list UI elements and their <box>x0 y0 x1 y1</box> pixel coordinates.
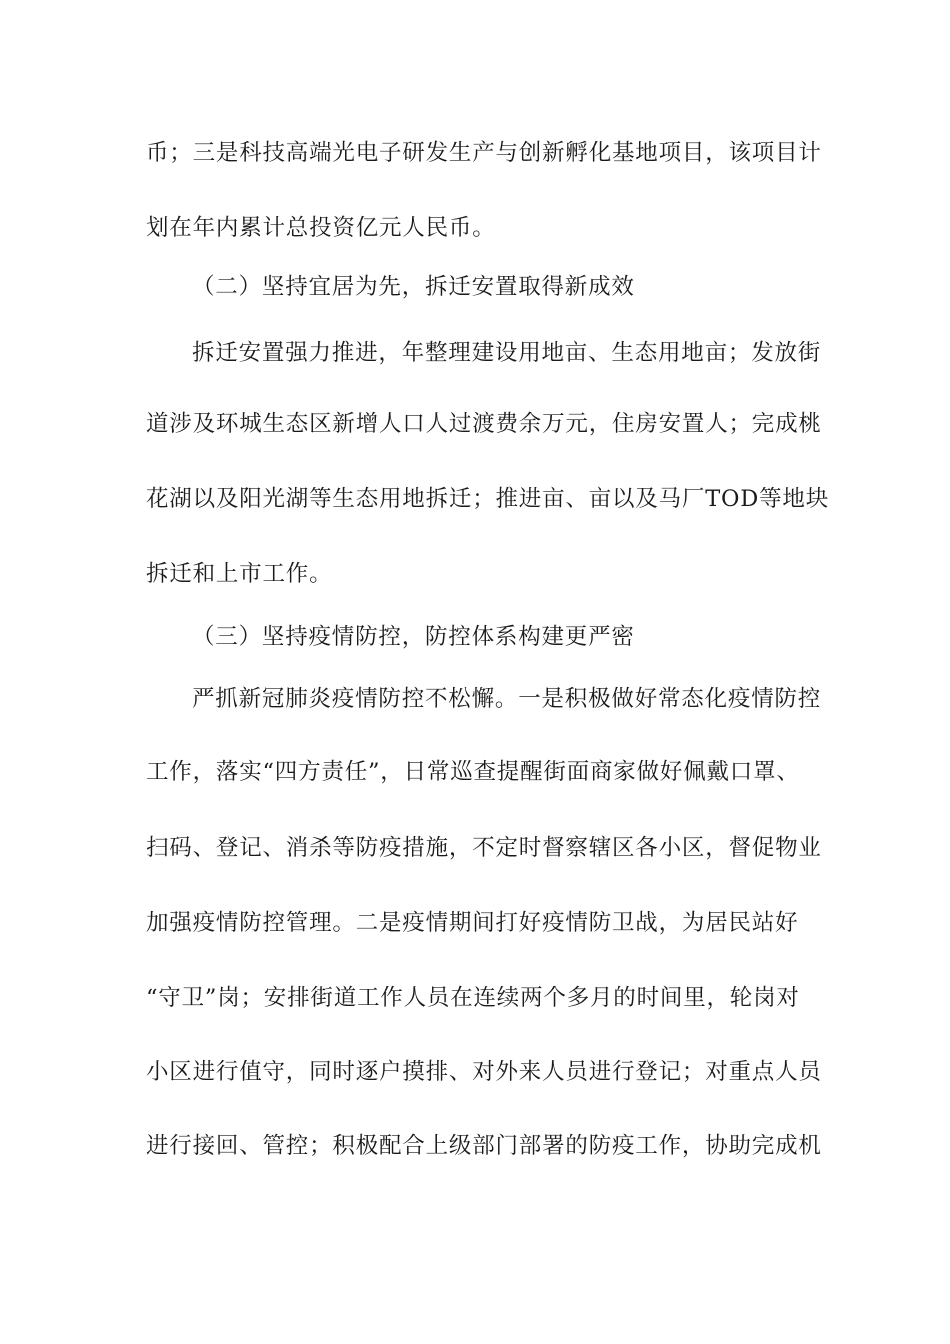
text-line-13: 进行接回、管控；积极配合上级部门部署的防疫工作，协助完成机 <box>146 1133 822 1159</box>
text-line-4: 道涉及环城生态区新增人口人过渡费余万元，住房安置人；完成桃 <box>146 411 822 437</box>
text-line-10: 加强疫情防控管理。二是疫情期间打好疫情防卫战，为居民站好 <box>146 910 799 936</box>
text-line-2: 划在年内累计总投资亿元人民币。 <box>146 215 496 241</box>
section-heading-3: （三）坚持疫情防控，防控体系构建更严密 <box>192 624 635 650</box>
text-line-6: 拆迁和上市工作。 <box>146 561 333 587</box>
text-line-8: 工作，落实“四方责任”，日常巡查提醒街面商家做好佩戴口罩、 <box>146 759 800 785</box>
text-line-7: 严抓新冠肺炎疫情防控不松懈。一是积极做好常态化疫情防控 <box>192 686 822 712</box>
text-line-12: 小区进行值守，同时逐户摸排、对外来人员进行登记；对重点人员 <box>146 1059 822 1085</box>
text-line-11: “守卫”岗；安排街道工作人员在连续两个多月的时间里，轮岗对 <box>146 985 800 1011</box>
text-line-1: 币；三是科技高端光电子研发生产与创新孵化基地项目，该项目计 <box>146 140 822 166</box>
section-heading-2: （二）坚持宜居为先，拆迁安置取得新成效 <box>192 274 635 300</box>
text-line-3: 拆迁安置强力推进，年整理建设用地亩、生态用地亩；发放街 <box>192 340 822 366</box>
text-line-9: 扫码、登记、消杀等防疫措施，不定时督察辖区各小区，督促物业 <box>146 835 822 861</box>
text-line-5: 花湖以及阳光湖等生态用地拆迁；推进亩、亩以及马厂TOD等地块 <box>146 486 829 512</box>
